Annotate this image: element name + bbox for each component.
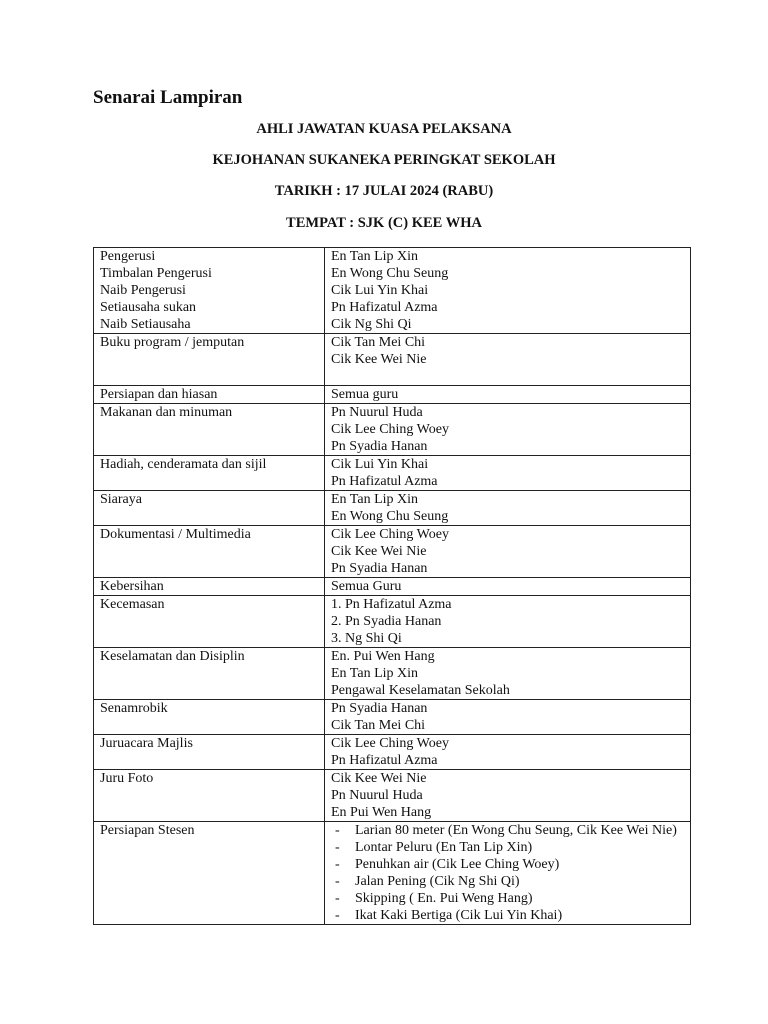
table-row bbox=[94, 334, 691, 386]
station-item: - Larian 80 meter (En Wong Chu Seung, Cik Kee Wei Nie) bbox=[331, 822, 684, 839]
member-name: En Tan Lip Xin bbox=[331, 249, 419, 264]
member-cell bbox=[325, 735, 691, 770]
member-name: Pn Nuurul Huda bbox=[331, 405, 423, 420]
member-cell bbox=[325, 578, 691, 596]
role-cell bbox=[94, 596, 325, 648]
role-label: Setiausaha sukan bbox=[100, 300, 197, 315]
member-name: Cik Lee Ching Woey bbox=[331, 422, 449, 437]
role-cell bbox=[94, 386, 325, 404]
member-name: Semua guru bbox=[331, 387, 399, 402]
member-cell bbox=[325, 404, 691, 456]
role-cell bbox=[94, 700, 325, 735]
committee-table bbox=[93, 247, 691, 925]
station-item: - Lontar Peluru (En Tan Lip Xin) bbox=[331, 839, 684, 856]
member-name: Pn Hafizatul Azma bbox=[331, 474, 438, 489]
role-label: Persiapan Stesen bbox=[100, 823, 195, 838]
role-label: Buku program / jemputan bbox=[100, 335, 245, 350]
role-cell bbox=[94, 456, 325, 491]
role-label: Kebersihan bbox=[100, 579, 164, 594]
member-name: Cik Lee Ching Woey bbox=[331, 527, 449, 542]
page-heading: Senarai Lampiran bbox=[93, 87, 243, 108]
role-cell bbox=[94, 404, 325, 456]
event-venue: TEMPAT : SJK (C) KEE WHA bbox=[286, 215, 482, 231]
role-label: Timbalan Pengerusi bbox=[100, 266, 212, 281]
member-name: En Wong Chu Seung bbox=[331, 509, 449, 524]
role-cell bbox=[94, 822, 325, 925]
member-name: Semua Guru bbox=[331, 579, 402, 594]
role-label: Keselamatan dan Disiplin bbox=[100, 649, 245, 664]
member-name: 2. Pn Syadia Hanan bbox=[331, 614, 442, 629]
role-cell bbox=[94, 770, 325, 822]
member-name: Cik Ng Shi Qi bbox=[331, 317, 412, 332]
member-name: En Wong Chu Seung bbox=[331, 266, 449, 281]
table-row bbox=[94, 386, 691, 404]
member-cell bbox=[325, 770, 691, 822]
member-name: Cik Lui Yin Khai bbox=[331, 283, 429, 298]
station-item: - Penuhkan air (Cik Lee Ching Woey) bbox=[331, 856, 684, 873]
member-name: Pn Syadia Hanan bbox=[331, 439, 428, 454]
table-row bbox=[94, 404, 691, 456]
role-cell bbox=[94, 648, 325, 700]
table-row bbox=[94, 700, 691, 735]
table-row bbox=[94, 248, 691, 334]
member-name: Pn Syadia Hanan bbox=[331, 561, 428, 576]
table-row bbox=[94, 648, 691, 700]
role-cell bbox=[94, 491, 325, 526]
member-cell bbox=[325, 248, 691, 334]
role-label: Pengerusi bbox=[100, 249, 156, 264]
member-cell bbox=[325, 526, 691, 578]
table-row bbox=[94, 456, 691, 491]
table-row bbox=[94, 735, 691, 770]
table-row bbox=[94, 491, 691, 526]
member-name: Cik Tan Mei Chi bbox=[331, 718, 426, 733]
role-label: Kecemasan bbox=[100, 597, 165, 612]
member-name: En. Pui Wen Hang bbox=[331, 649, 435, 664]
member-name: En Tan Lip Xin bbox=[331, 492, 419, 507]
role-label: Siaraya bbox=[100, 492, 142, 507]
member-name: Cik Lee Ching Woey bbox=[331, 736, 449, 751]
role-cell bbox=[94, 578, 325, 596]
role-cell bbox=[94, 248, 325, 334]
member-name: Pn Syadia Hanan bbox=[331, 701, 428, 716]
table-row bbox=[94, 596, 691, 648]
member-name: Cik Kee Wei Nie bbox=[331, 544, 427, 559]
table-row bbox=[94, 526, 691, 578]
member-name: Pn Nuurul Huda bbox=[331, 788, 423, 803]
member-cell bbox=[325, 456, 691, 491]
station-item: - Jalan Pening (Cik Ng Shi Qi) bbox=[331, 873, 684, 890]
member-name: Cik Kee Wei Nie bbox=[331, 352, 427, 367]
member-name: 1. Pn Hafizatul Azma bbox=[331, 597, 452, 612]
station-item: - Skipping ( En. Pui Weng Hang) bbox=[331, 890, 684, 907]
role-cell bbox=[94, 526, 325, 578]
member-name: Cik Kee Wei Nie bbox=[331, 771, 427, 786]
event-date: TARIKH : 17 JULAI 2024 (RABU) bbox=[274, 183, 494, 199]
member-name: Cik Tan Mei Chi bbox=[331, 335, 426, 350]
table-row bbox=[94, 578, 691, 596]
member-name: Cik Lui Yin Khai bbox=[331, 457, 429, 472]
role-cell bbox=[94, 735, 325, 770]
role-label: Makanan dan minuman bbox=[100, 405, 233, 420]
role-label: Naib Pengerusi bbox=[100, 283, 186, 298]
role-label: Senamrobik bbox=[100, 701, 168, 716]
event-title: KEJOHANAN SUKANEKA PERINGKAT SEKOLAH bbox=[212, 152, 556, 168]
member-cell bbox=[325, 596, 691, 648]
role-label: Persiapan dan hiasan bbox=[100, 387, 218, 402]
member-cell bbox=[325, 648, 691, 700]
member-cell bbox=[325, 700, 691, 735]
member-name: En Tan Lip Xin bbox=[331, 666, 419, 681]
member-cell bbox=[325, 491, 691, 526]
role-label: Hadiah, cenderamata dan sijil bbox=[100, 457, 267, 472]
role-cell bbox=[94, 334, 325, 386]
role-label: Naib Setiausaha bbox=[100, 317, 191, 332]
station-list-cell bbox=[325, 822, 691, 925]
station-item: - Ikat Kaki Bertiga (Cik Lui Yin Khai) bbox=[331, 907, 684, 924]
role-label: Dokumentasi / Multimedia bbox=[100, 527, 251, 542]
blank-line bbox=[331, 368, 684, 385]
table-row bbox=[94, 770, 691, 822]
member-name: En Pui Wen Hang bbox=[331, 805, 432, 820]
member-name: Pn Hafizatul Azma bbox=[331, 300, 438, 315]
station-list bbox=[331, 822, 684, 924]
table-row-stations bbox=[94, 822, 691, 925]
committee-title: AHLI JAWATAN KUASA PELAKSANA bbox=[256, 121, 512, 137]
committee-table-body bbox=[94, 248, 691, 925]
member-name: 3. Ng Shi Qi bbox=[331, 631, 402, 646]
member-name: Pengawal Keselamatan Sekolah bbox=[331, 683, 510, 698]
member-cell bbox=[325, 334, 691, 386]
member-name: Pn Hafizatul Azma bbox=[331, 753, 438, 768]
role-label: Juru Foto bbox=[100, 771, 154, 786]
role-label: Juruacara Majlis bbox=[100, 736, 193, 751]
member-cell bbox=[325, 386, 691, 404]
